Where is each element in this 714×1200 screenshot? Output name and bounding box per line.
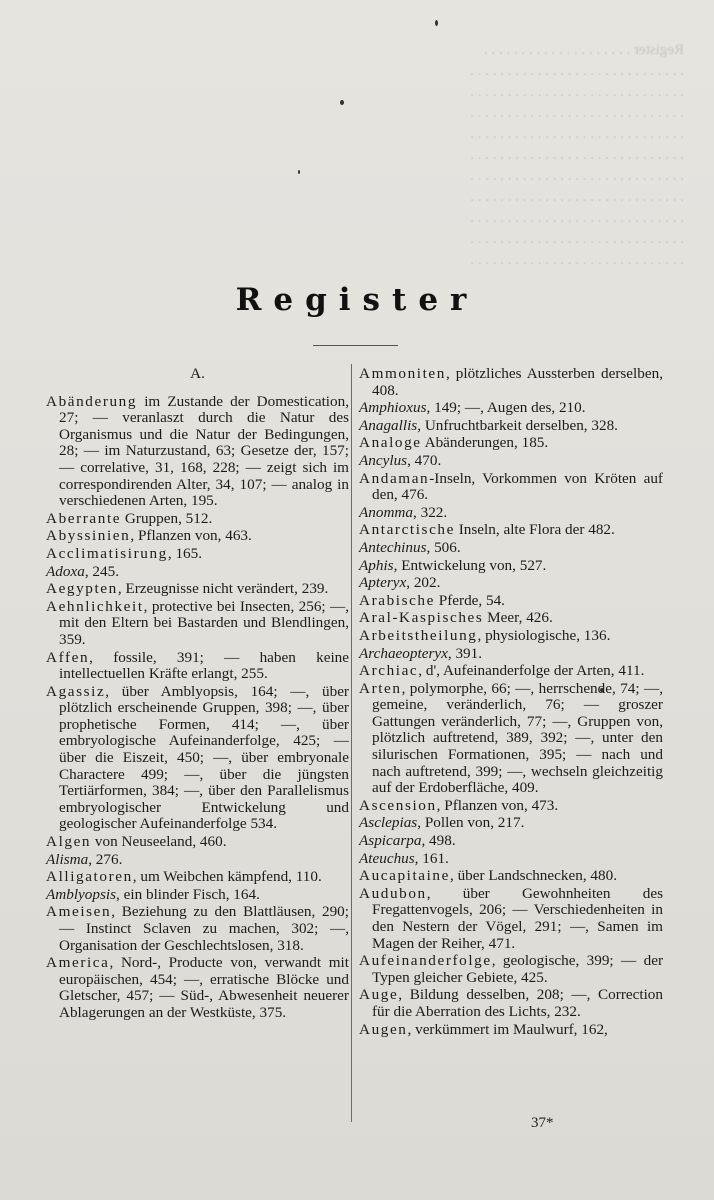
entry-text: , Erzeugnisse nicht verändert, 239. — [117, 580, 329, 598]
index-entry — [359, 886, 663, 952]
index-entry — [359, 953, 663, 986]
entry-text: , d', Aufeinanderfolge der Arten, 411. — [418, 662, 645, 680]
index-entry — [359, 663, 663, 680]
entry-headword: Aspicarpa — [359, 832, 422, 850]
entry-headword: Archaeopteryx — [359, 644, 448, 662]
entry-headword: Aberrante — [46, 509, 122, 527]
entry-headword: Aegypten — [46, 580, 118, 598]
entry-text: , Entwickelung von, 527. — [393, 556, 547, 574]
entry-headword: Agassiz — [46, 682, 106, 700]
entry-text: , Pflanzen von, 473. — [436, 796, 559, 814]
entry-text: , 245. — [84, 562, 119, 580]
entry-text: , 391. — [447, 644, 483, 662]
entry-text: , physiologische, 136. — [477, 626, 611, 644]
entry-text: , fossile, 391; — haben keine intellectuellen Kräfte erlangt, 255. — [59, 648, 349, 683]
entry-text: , ein blinder Fisch, 164. — [116, 885, 260, 903]
entry-headword: America — [46, 954, 110, 972]
index-column-right — [359, 366, 663, 1039]
index-entry — [46, 869, 349, 886]
entry-headword: Anomma — [359, 503, 413, 521]
entry-headword: Algen — [46, 833, 92, 851]
ink-speck — [298, 170, 300, 174]
index-entry — [46, 955, 349, 1021]
index-entry — [359, 815, 663, 832]
index-entry — [46, 546, 349, 563]
entry-text: , über Landschnecken, 480. — [449, 867, 617, 885]
index-column-left — [46, 366, 349, 1023]
entry-headword: Apteryx — [359, 574, 407, 592]
index-entry — [359, 593, 663, 610]
entry-list-right — [359, 366, 663, 1038]
entry-headword: Amblyopsis — [46, 885, 117, 903]
entry-headword: Augen — [359, 1020, 408, 1038]
entry-headword: Arten — [359, 679, 402, 697]
entry-text: , 506. — [426, 538, 461, 556]
entry-headword: Ateuchus — [359, 849, 415, 867]
entry-headword: Aehnlichkeit — [46, 597, 144, 615]
entry-headword: Abyssinien — [46, 527, 131, 545]
index-entry — [46, 581, 349, 598]
entry-text: , Nord-, Producte von, verwandt mit europäischen, 454; —, erratische Blöcke und Gletscher, 457; — Süd-, Abwesenheit neuerer Ablagerungen an der Westküste, 375. — [59, 954, 349, 1021]
entry-text: , 165. — [167, 544, 203, 562]
index-entry — [359, 646, 663, 663]
index-entry — [359, 418, 663, 435]
index-entry — [46, 834, 349, 851]
entry-text: -Inseln, Vorkommen von Kröten auf den, 476. — [372, 469, 663, 504]
index-entry — [46, 511, 349, 528]
entry-text: , 276. — [88, 850, 123, 868]
entry-headword: Antechinus — [359, 538, 427, 556]
entry-text: , 161. — [414, 849, 449, 867]
entry-headword: Alisma — [46, 850, 89, 868]
entry-headword: Ascension — [359, 796, 437, 814]
entry-headword: Ammoniten — [359, 365, 446, 382]
entry-text: , 470. — [407, 451, 442, 469]
page-title: Register — [235, 282, 479, 318]
entry-list-left — [46, 394, 349, 1022]
entry-text: Meer, 426. — [483, 609, 553, 627]
index-entry — [359, 400, 663, 417]
ink-speck — [340, 100, 344, 105]
index-entry — [359, 558, 663, 575]
entry-headword: Anagallis — [359, 416, 418, 434]
index-entry — [359, 505, 663, 522]
entry-headword: Asclepias — [359, 814, 418, 832]
entry-text: , Pflanzen von, 463. — [130, 527, 252, 545]
entry-text: Inseln, alte Flora der 482. — [454, 521, 615, 539]
entry-headword: Arbeitstheilung — [359, 626, 478, 644]
entry-text: , verkümmert im Maulwurf, 162, — [407, 1020, 608, 1038]
index-entry — [46, 394, 349, 510]
entry-text: , Bildung desselben, 208; —, Correction für die Aberration des Lichts, 232. — [372, 986, 663, 1020]
entry-headword: Aphis — [359, 556, 394, 574]
entry-headword: Antarctische — [359, 521, 455, 539]
index-entry — [46, 887, 349, 904]
entry-text: , 322. — [413, 503, 448, 521]
index-entry — [46, 852, 349, 869]
entry-headword: Aral-Kaspisches — [359, 609, 484, 627]
entry-text: , 498. — [421, 832, 456, 850]
index-entry — [46, 904, 349, 954]
entry-headword: Amphioxus — [359, 399, 427, 417]
entry-headword: Acclimatisirung — [46, 544, 168, 562]
entry-text: , um Weibchen kämpfend, 110. — [132, 868, 322, 886]
entry-text: , Beziehung zu den Blattläusen, 290; — Instinct Sclaven zu machen, 302; —, Organisation der Geschlechtslosen, 318. — [59, 903, 349, 954]
bleed-through-text: Register . . . . . . . . . . . . . . . . . . . . . . . . . . . . . . . . . . . . . . . . . . . . . . . . . . . . . . . . . . . . . . . . . . . . . . . . . . . . . . . . . . . . . . . . . . . . . . . . . . . . . . . . . . . . . . . . . . . . . . . . . . . . . . . . . . . . . . . . . . . . . . . . . . . . . . . . . . . . . . . . . . . . . . . . . . . . . . . . . . . . . . . . . . . . . . . . . . . . . . . . . . . . . . . . . . . . . . . . . . . . . . . . . . . . . . . . . . . . . . . . . . . . . . . . . . . . . . . . . . . . . . . . . . . . . . . . . . . . . . . . . . . . . . . . . . . . . . . . . . . . . . . . . . . . . . — [470, 42, 684, 268]
index-entry — [359, 798, 663, 815]
index-entry — [359, 681, 663, 797]
entry-headword: Aucapitaine — [359, 867, 450, 885]
entry-text: Gruppen, 512. — [121, 509, 213, 527]
index-entry — [359, 453, 663, 470]
entry-text: von Neuseeland, 460. — [91, 833, 227, 851]
entry-headword: Adoxa — [46, 562, 85, 580]
entry-text: , über Amblyopsis, 164; —, über plötzlich erscheinende Gruppen, 398; —, über prophetische Formen, 414; —, über embryologische Aufeinanderfolge, 425; — über die Eiszeit, 450; —, über embryonale Charactere 499; —, über die jüngsten Tertiärformen, 384; —, über den Parallelismus embryologischer Entwickelung und geologischer Aufeinanderfolge 534. — [59, 682, 349, 833]
index-entry — [359, 471, 663, 504]
entry-text: , plötzliches Aussterben derselben, 408. — [372, 365, 663, 399]
index-entry — [359, 522, 663, 539]
entry-headword: Andaman — [359, 469, 430, 487]
signature-mark: 37* — [531, 1115, 554, 1131]
entry-headword: Ameisen — [46, 903, 112, 921]
index-entry — [46, 599, 349, 649]
index-entry — [359, 987, 663, 1020]
index-entry — [46, 528, 349, 545]
entry-text: , über Gewohnheiten des Fregattenvogels, 206; — Verschiedenheiten in den Nestern der Vögel, 291; —, Samen im Magen der Reiher, 471. — [372, 884, 663, 952]
entry-headword: Auge — [359, 986, 399, 1004]
index-entry — [46, 684, 349, 833]
entry-text: , 202. — [406, 574, 441, 592]
entry-text: Pferde, 54. — [434, 591, 505, 609]
entry-text: , polymorphe, 66; —, herrschende, 74; —, gemeine, veränderlich, 76; — groszer Gattungen veränderlich, 77; —, Gruppen von, plötzlich auftretend, 389, 392; —, unter den silurischen Formationen, 395; — nach und nach auftretend, 399; —, wechseln gleichzeitig auf der Erdoberfläche, 409. — [372, 679, 663, 797]
index-entry — [359, 540, 663, 557]
title-rule — [313, 345, 398, 346]
index-entry — [359, 628, 663, 645]
entry-text: , 149; —, Augen des, 210. — [426, 399, 586, 417]
entry-text: Abänderungen, 185. — [421, 434, 549, 452]
entry-headword: Analoge — [359, 434, 422, 452]
entry-text: , protective bei Insecten, 256; —, mit den Eltern bei Bastarden und Blendlingen, 359. — [59, 597, 349, 648]
index-entry — [46, 650, 349, 683]
entry-headword: Affen — [46, 648, 90, 666]
entry-headword: Aufeinanderfolge — [359, 952, 492, 970]
index-entry — [46, 564, 349, 581]
index-entry — [359, 366, 663, 399]
index-entry — [359, 868, 663, 885]
entry-text: im Zustande der Domestication, 27; — veranlaszt durch die Natur des Organismus und die Natur der Bedingungen, 28; — im Naturzustand, 63; Gesetze der, 157; — correlative, 31, 168, 228; — zeigt sich im correspondirenden Alter, 34, 107; — analog in verschiedenen Arten, 195. — [59, 392, 349, 510]
index-entry — [359, 610, 663, 627]
entry-text: , Pollen von, 217. — [417, 814, 525, 832]
section-letter: A. — [190, 365, 205, 382]
column-divider — [351, 364, 352, 1122]
index-entry — [359, 851, 663, 868]
entry-text: , geologische, 399; — der Typen gleicher Gebiete, 425. — [372, 952, 663, 986]
entry-headword: Alligatoren — [46, 868, 133, 886]
entry-text: , Unfruchtbarkeit derselben, 328. — [417, 416, 618, 434]
entry-headword: Abänderung — [46, 392, 138, 410]
entry-headword: Audubon — [359, 884, 427, 902]
entry-headword: Arabische — [359, 591, 435, 609]
ink-speck — [435, 20, 438, 26]
index-entry — [359, 575, 663, 592]
index-entry — [359, 435, 663, 452]
index-entry — [359, 1022, 663, 1039]
index-entry — [359, 833, 663, 850]
entry-headword: Ancylus — [359, 451, 408, 469]
entry-headword: Archiac — [359, 662, 419, 680]
